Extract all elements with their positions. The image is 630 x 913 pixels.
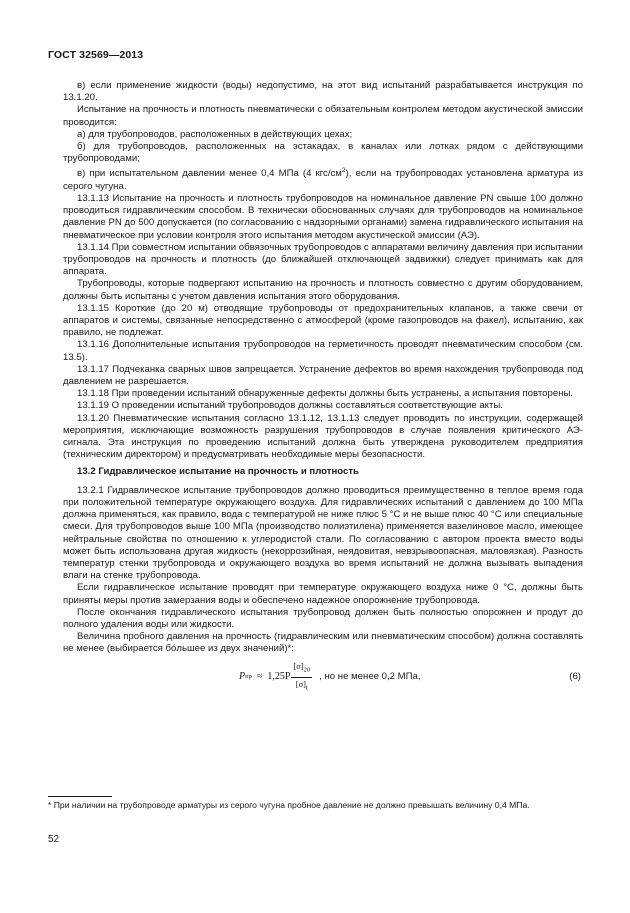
- footnote: * При наличии на трубопроводе арматуры из серого чугуна пробное давление не должно превышать величину 0,4 МПа.: [48, 800, 530, 810]
- paragraph: а) для трубопроводов, расположенных в действующих цехах;: [77, 128, 353, 140]
- paragraph: 13.1.20 Пневматические испытания согласно 13.1.12, 13.1.13 следует проводить по инструкции, содержащей мероприятия, исключающие возможность разрушения трубопроводов в случае появления критического АЭ-сигнала. Эта инструкция по проведению испытаний должна быть утверждена руководителем предприятия (техническим директором) и предусматривать необходимые меры безопасности.: [63, 412, 583, 461]
- paragraph: Трубопроводы, которые подвергают испытанию на прочность и плотность совместно с другим оборудованием, должны быть испытаны с учетом давления испытания этого оборудования.: [63, 278, 583, 302]
- paragraph: 13.1.17 Подчеканка сварных швов запрещается. Устранение дефектов во время нахождения трубопровода под давлением не разрешается.: [63, 363, 583, 388]
- paragraph: После окончания гидравлического испытания трубопровод должен быть полностью опорожнен и продут до полного удаления воды или жидкости.: [63, 606, 583, 630]
- paragraph: Если гидравлическое испытание проводят при температуре окружающего воздуха ниже 0 °С, должны быть приняты меры против замерзания воды и обеспечено надежное опорожнение трубопровода.: [63, 582, 583, 606]
- paragraph-group-c: [63, 485, 583, 656]
- formula-lhs: P: [239, 671, 246, 683]
- paragraph-group-a: [63, 80, 583, 165]
- paragraph: Испытание на прочность и плотность пневматически с обязательным контролем методом акустической эмиссии проводится:: [63, 104, 583, 128]
- footnote-rule: [48, 796, 112, 797]
- formula-lhs-sub: пр: [245, 673, 252, 681]
- superscript: 2: [341, 167, 346, 175]
- formula-tail: , но не менее 0,2 МПа,: [319, 671, 421, 683]
- paragraph-group-b: [63, 193, 583, 461]
- page-header: ГОСТ 32569—2013: [48, 49, 144, 61]
- formula-numerator: $[\sigma]_{20}$: [291, 660, 312, 678]
- formula-approx: ≈: [256, 671, 263, 683]
- body-text: [63, 80, 583, 698]
- formula-number: (6): [569, 671, 581, 683]
- paragraph: в) при испытательном давлении менее 0,4 МПа (4 кгс/$см^2$), если на трубопроводах установлена арматура из серого чугуна.: [63, 167, 583, 192]
- paragraph: 13.1.19 О проведении испытаний трубопроводов должны составляться соответствующие акты.: [77, 400, 503, 412]
- paragraph: 13.1.16 Дополнительные испытания трубопроводов на герметичность проводят пневматическим способом (см. 13.5).: [63, 339, 583, 363]
- paragraph: 13.1.15 Короткие (до 20 м) отводящие трубопроводы от предохранительных клапанов, а также свечи от аппаратов и системы, связанные непосредственно с атмосферой (кроме газопроводов на факел), испытанию, как правило, не подлежат.: [63, 302, 583, 339]
- paragraph: в) если применение жидкости (воды) недопустимо, на этот вид испытаний разрабатывается инструкция по 13.1.20.: [63, 80, 583, 104]
- paragraph: б) для трубопроводов, расположенных на эстакадах, в каналах или лотках рядом с действующими трубопроводами;: [63, 141, 583, 165]
- formula-coef: 1,25P: [267, 671, 291, 683]
- formula-expression: [239, 660, 313, 695]
- page-number: 52: [48, 834, 60, 845]
- formula-fraction: [291, 660, 312, 695]
- section-heading: 13.2 Гидравлическое испытание на прочность и плотность: [77, 466, 359, 478]
- formula-6: [63, 662, 583, 694]
- paragraph: Величина пробного давления на прочность (гидравлическим или пневматическим способом) должна составлять не менее (выбирается бóльшее из двух значений)*:: [63, 631, 583, 655]
- formula-denominator: $[\sigma]_t$: [295, 679, 308, 692]
- paragraph: 13.1.18 При проведении испытаний обнаруженные дефекты должны быть устранены, а испытания повторены.: [77, 388, 574, 400]
- paragraph: 13.1.14 При совместном испытании обвязочных трубопроводов с аппаратами величину давления при испытании трубопроводов на прочность и плотность (до ближайшей отключающей задвижки) следует принимать как для аппарата.: [63, 241, 583, 278]
- paragraph: 13.1.13 Испытание на прочность и плотность трубопроводов на номинальное давление PN свыше 100 должно проводиться гидравлическим способом. В технически обоснованных случаях для трубопроводов на номинальное давление PN до 500 допускается (по согласованию с надзорными органами) замена гидравлического испытания на пневматическое при условии контроля этого испытания методом акустической эмиссии (АЭ).: [63, 193, 583, 241]
- paragraph: 13.2.1 Гидравлическое испытание трубопроводов должно проводиться преимущественно в теплое время года при положительной температуре окружающего воздуха. Для гидравлических испытаний с давлением до 100 МПа должна применяться, как правило, вода с температурой не ниже плюс 5 °С и не выше плюс 40 °С или специальные смеси. Для трубопроводов выше 100 МПа (производство полиэтилена) применяется вазелиновое масло, имеющее нейтральные свойства по отношению к углеродистой стали. По согласованию с автором проекта вместо воды может быть использована другая жидкость (некоррозийная, неядовитая, невзрывоопасная, маловязкая). Разность температур стенки трубопровода и окружающего воздуха во время испытаний не должна вызывать выпадения влаги на стенке трубопровода.: [63, 484, 583, 582]
